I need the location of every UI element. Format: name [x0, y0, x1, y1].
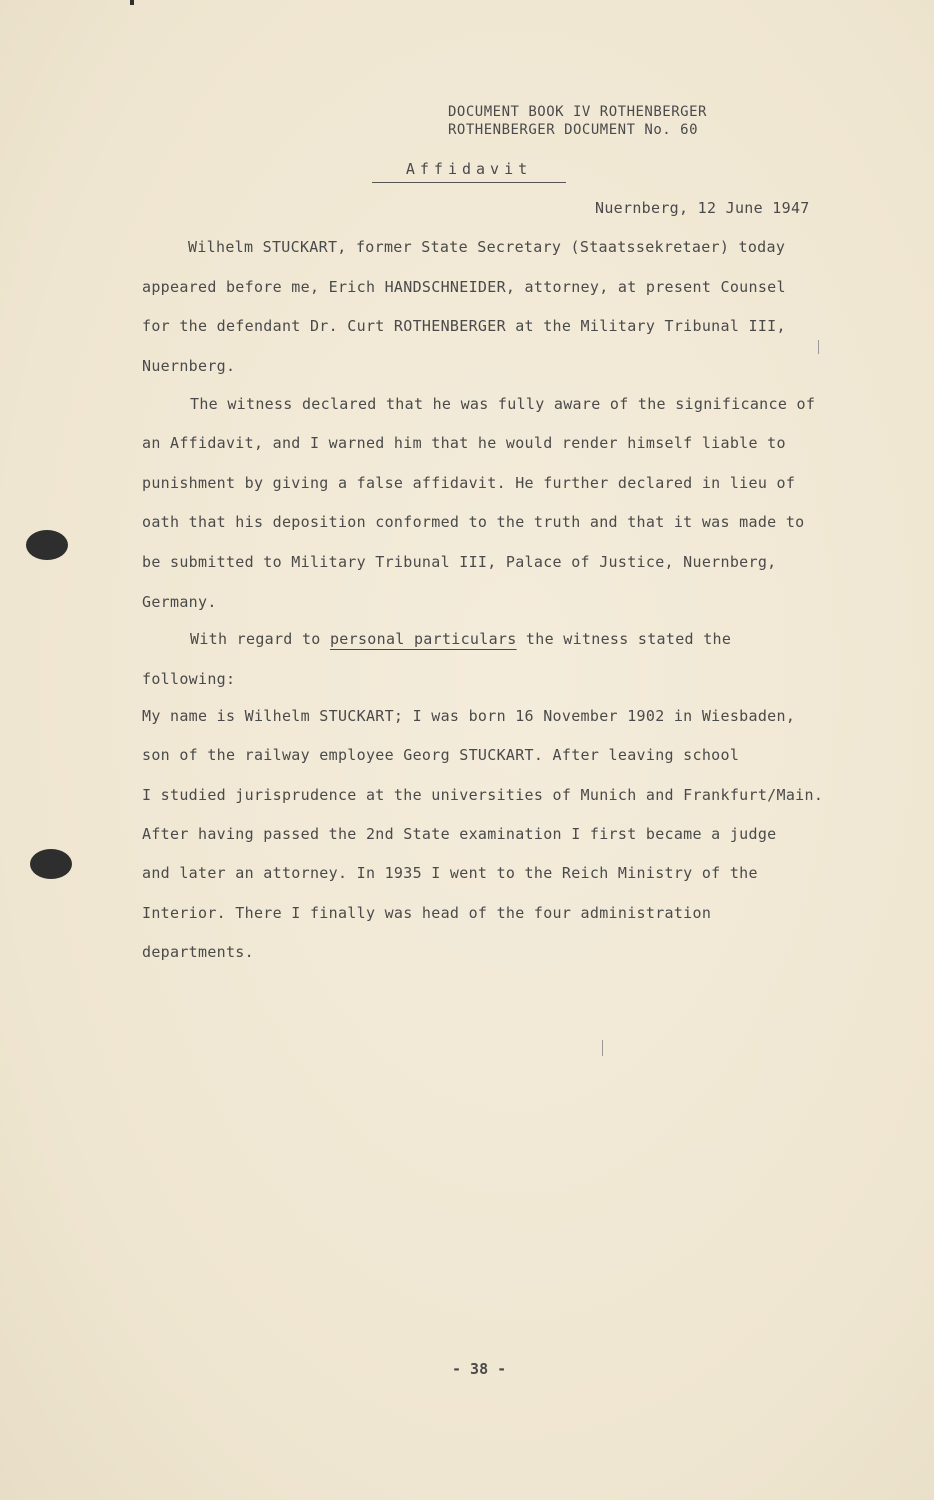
text-line: appeared before me, Erich HANDSCHNEIDER, attorney, at present Counsel: [142, 278, 786, 296]
affidavit-title: Affidavit: [372, 160, 566, 183]
text-line: following:: [142, 670, 236, 688]
text-line: I studied jurisprudence at the universities of Munich and Frankfurt/Main.: [142, 786, 824, 804]
staple-mark: [130, 0, 134, 5]
text-line: be submitted to Military Tribunal III, Palace of Justice, Nuernberg,: [142, 553, 777, 571]
document-number-header: ROTHENBERGER DOCUMENT No. 60: [448, 122, 699, 138]
underlined-phrase: personal particulars: [329, 630, 517, 648]
text-line: an Affidavit, and I warned him that he would render himself liable to: [142, 434, 786, 452]
date-line: Nuernberg, 12 June 1947: [595, 199, 810, 217]
text-line: Wilhelm STUCKART, former State Secretary (Staatssekretaer) today: [188, 238, 786, 256]
punch-hole-bottom: [30, 849, 72, 879]
text-line: punishment by giving a false affidavit. He further declared in lieu of: [142, 474, 796, 492]
text-line: son of the railway employee Georg STUCKART. After leaving school: [142, 746, 740, 764]
text-line: and later an attorney. In 1935 I went to the Reich Ministry of the: [142, 864, 758, 882]
text-line: [190, 630, 731, 648]
document-book-header: DOCUMENT BOOK IV ROTHENBERGER: [448, 104, 707, 120]
text-line: departments.: [142, 943, 254, 961]
text-line: My name is Wilhelm STUCKART; I was born 16 November 1902 in Wiesbaden,: [142, 707, 796, 725]
text-line: The witness declared that he was fully aware of the significance of: [190, 395, 816, 413]
text-line: oath that his deposition conformed to the truth and that it was made to: [142, 513, 805, 531]
text-line: After having passed the 2nd State examination I first became a judge: [142, 825, 777, 843]
stray-mark: [602, 1040, 603, 1056]
text-segment: the witness stated the: [516, 630, 732, 648]
text-line: Interior. There I finally was head of the four administration: [142, 904, 712, 922]
punch-hole-top: [26, 530, 68, 560]
text-segment: With regard to: [190, 630, 330, 648]
page-number: - 38 -: [452, 1360, 507, 1378]
text-line: for the defendant Dr. Curt ROTHENBERGER at the Military Tribunal III,: [142, 317, 786, 335]
text-line: Nuernberg.: [142, 357, 236, 375]
stray-mark: [818, 340, 819, 354]
text-line: Germany.: [142, 593, 217, 611]
